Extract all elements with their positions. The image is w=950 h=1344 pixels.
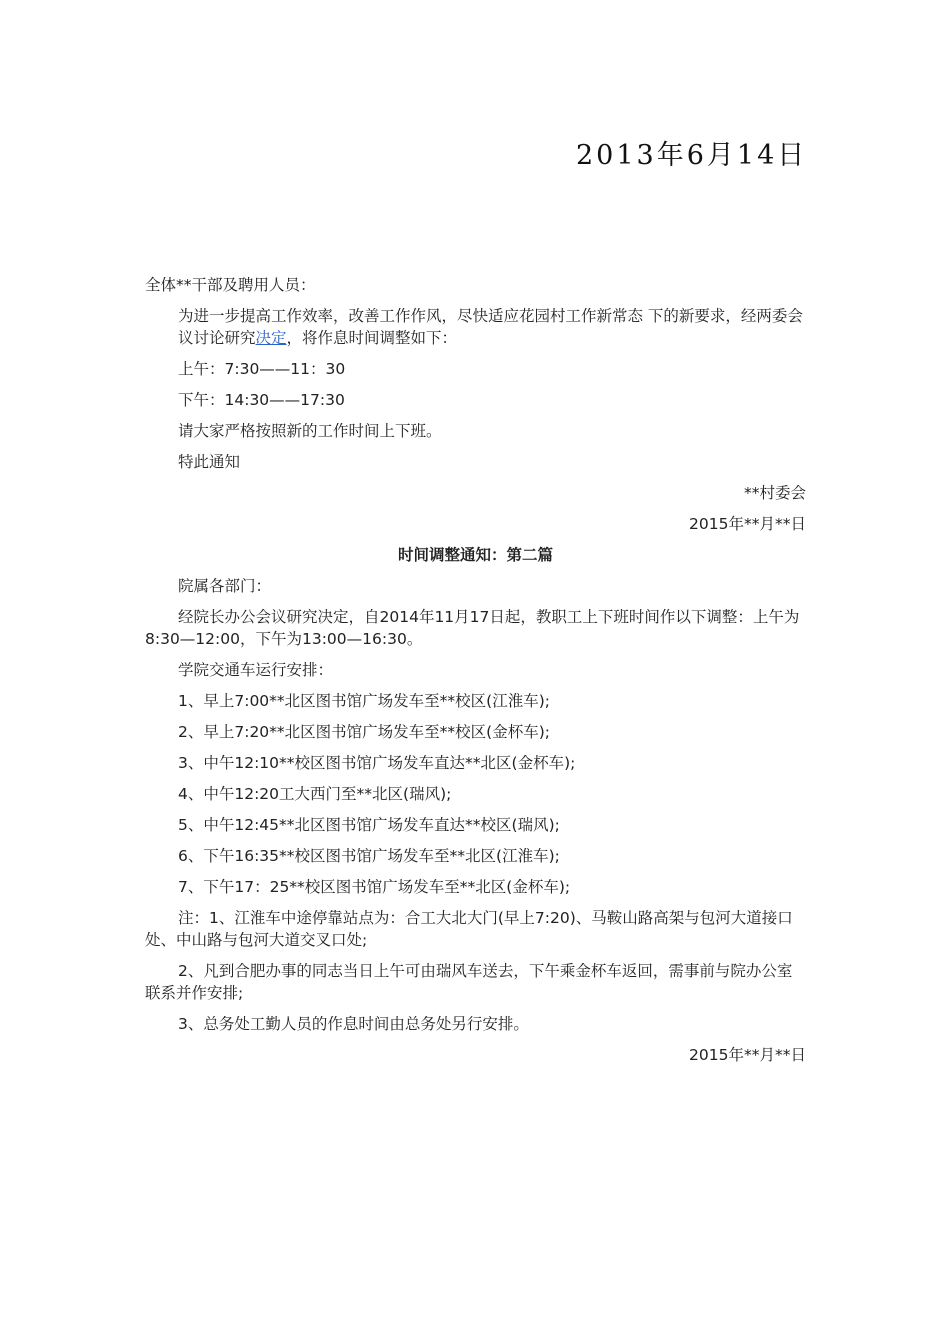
document-date: 2013年6月14日 <box>576 140 808 171</box>
bus-item: 1、早上7:00**北区图书馆广场发车至**校区(江淮车); <box>178 692 550 710</box>
notice1-request: 请大家严格按照新的工作时间上下班。 <box>178 422 442 440</box>
bus-item: 5、中午12:45**北区图书馆广场发车直达**校区(瑞风); <box>178 816 560 834</box>
note-item: 2、凡到合肥办事的同志当日上午可由瑞风车送去，下午乘金杯车返回，需事前与院办公室联系并作安排; <box>145 962 793 1002</box>
notice1-salutation: 全体**干部及聘用人员： <box>145 276 316 294</box>
notice2-title: 时间调整通知：第二篇 <box>397 546 553 564</box>
notice1-intro-text-a: 为进一步提高工作效率，改善工作作风，尽快适应花园村工作新常态 下的新要求，经两委会议讨论研究 <box>178 307 803 347</box>
notice1-signer: **村委会 <box>743 484 806 502</box>
note-item: 3、总务处工勤人员的作息时间由总务处另行安排。 <box>178 1015 529 1033</box>
decision-link[interactable]: 决定 <box>255 329 287 347</box>
notice2-date: 2015年**月**日 <box>689 1046 806 1064</box>
bus-item: 6、下午16:35**校区图书馆广场发车至**北区(江淮车); <box>178 847 560 865</box>
document-body <box>145 274 806 1075</box>
notice1-morning-hours: 上午：7:30——11：30 <box>178 360 346 378</box>
bus-item: 2、早上7:20**北区图书馆广场发车至**校区(金杯车); <box>178 723 550 741</box>
notice1-afternoon-hours: 下午：14:30——17:30 <box>178 391 345 409</box>
bus-item: 4、中午12:20工大西门至**北区(瑞风); <box>178 785 452 803</box>
notice1-intro-text-b: ，将作息时间调整如下： <box>286 329 458 347</box>
notice1-date: 2015年**月**日 <box>689 515 806 533</box>
bus-item: 3、中午12:10**校区图书馆广场发车直达**北区(金杯车); <box>178 754 576 772</box>
note-item: 注：1、江淮车中途停靠站点为：合工大北大门(早上7:20)、马鞍山路高架与包河大道接口处、中山路与包河大道交叉口处; <box>145 909 793 949</box>
notice2-bus-heading: 学院交通车运行安排： <box>178 661 334 679</box>
notice1-intro <box>145 305 806 349</box>
notice1-closing: 特此通知 <box>178 453 241 471</box>
notice2-intro: 经院长办公会议研究决定，自2014年11月17日起，教职工上下班时间作以下调整：上午为8:30—12:00，下午为13:00—16:30。 <box>145 608 800 648</box>
bus-item: 7、下午17：25**校区图书馆广场发车至**北区(金杯车); <box>178 878 571 896</box>
notice2-salutation: 院属各部门： <box>178 577 272 595</box>
